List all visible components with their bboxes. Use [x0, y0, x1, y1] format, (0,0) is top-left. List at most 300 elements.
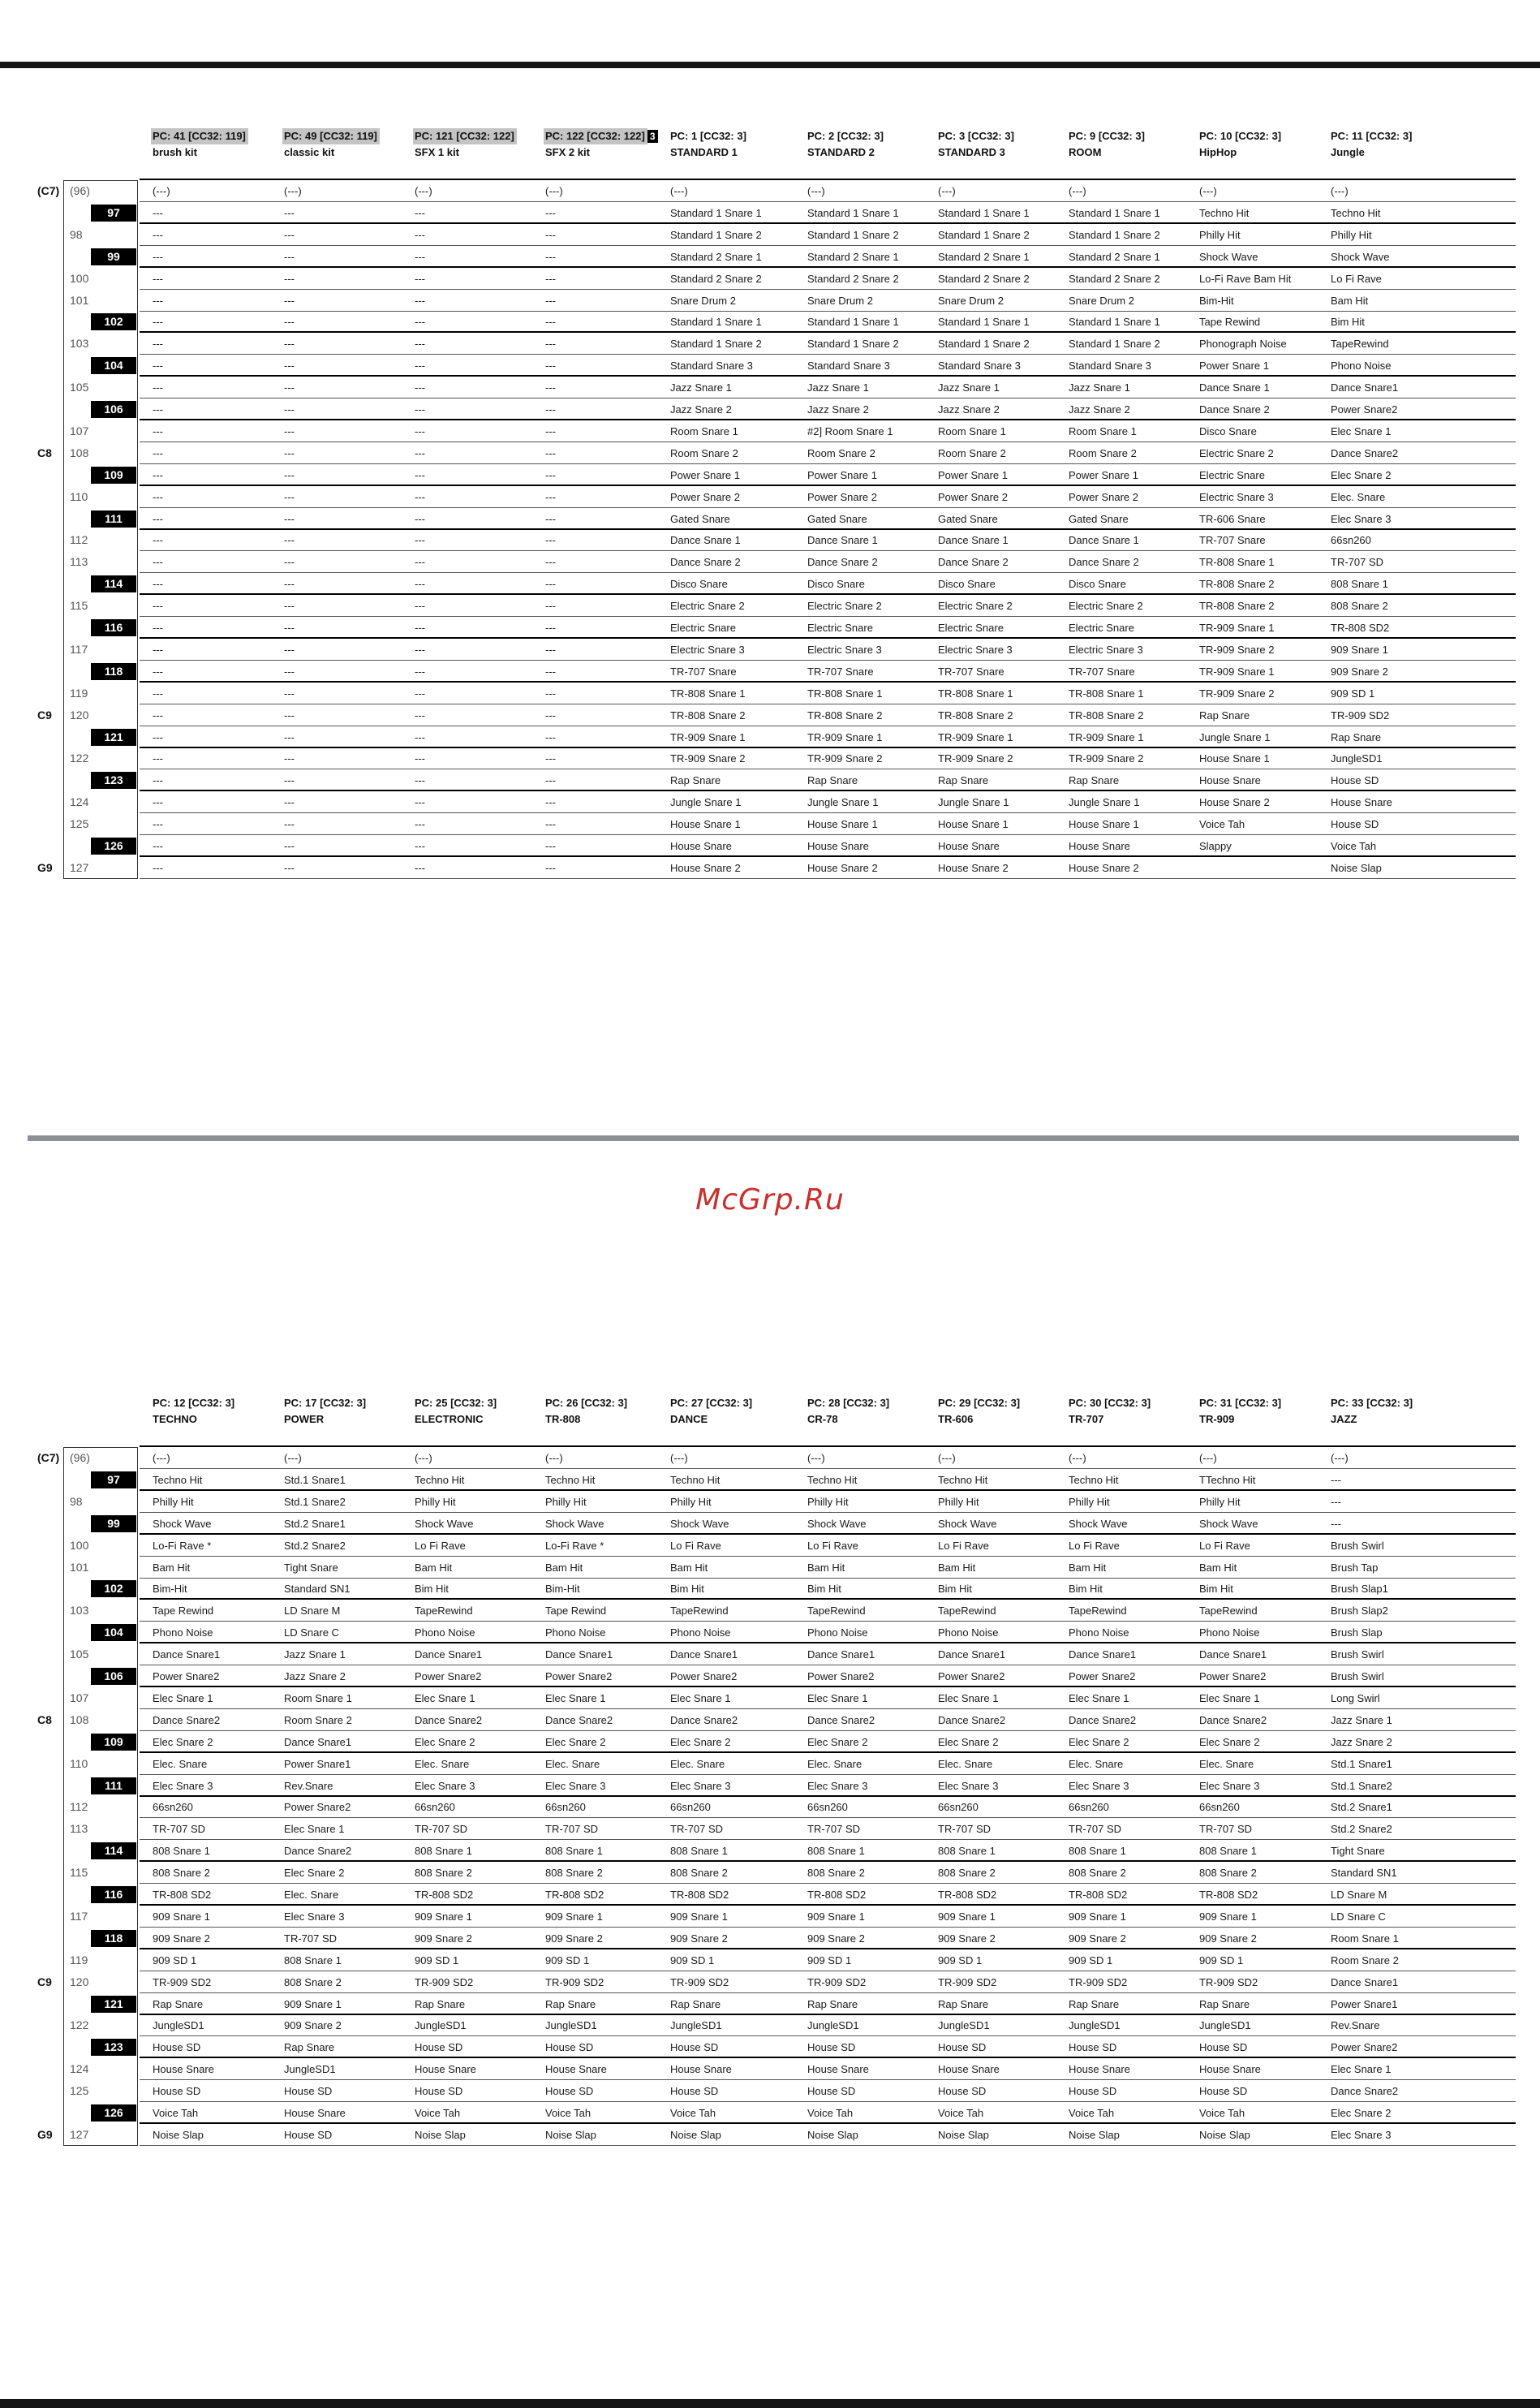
table-cell: Electric Snare	[670, 622, 736, 634]
black-key: 118	[91, 1930, 136, 1947]
table-cell: 66sn260	[670, 1801, 711, 1814]
table-row	[0, 1796, 1540, 1818]
table-cell: House SD	[1069, 2041, 1117, 2054]
table-cell: (---)	[938, 1452, 956, 1464]
table-cell: Jazz Snare 1	[1069, 381, 1130, 394]
table-row	[0, 1687, 1540, 1709]
table-cell: Shock Wave	[545, 1517, 604, 1530]
table-cell: Std.1 Snare2	[1331, 1779, 1392, 1792]
table-cell: Std.1 Snare1	[1331, 1757, 1392, 1770]
column-header	[936, 128, 1017, 169]
table-cell: TR-808 Snare 2	[938, 709, 1013, 722]
table-cell: Elec. Snare	[284, 1889, 339, 1901]
table-cell: Bim-Hit	[1199, 294, 1234, 307]
table-cell: Power Snare 1	[670, 468, 740, 481]
table-cell: ---	[415, 622, 425, 634]
black-key: 104	[91, 357, 136, 374]
white-key: 113	[70, 1822, 88, 1836]
table-cell: Elec Snare 3	[1331, 512, 1392, 525]
white-key: 108	[70, 446, 89, 459]
table-cell: House Snare 2	[1069, 861, 1139, 874]
table-cell: Dance Snare1	[284, 1735, 352, 1748]
table-cell: ---	[415, 512, 425, 525]
program-change-label: PC: 9 [CC32: 3]	[1069, 130, 1145, 142]
table-cell: Techno Hit	[938, 1473, 988, 1486]
table-cell: TR-808 Snare 1	[938, 687, 1013, 700]
table-cell: TR-909 Snare 2	[1199, 643, 1275, 656]
table-cell: LD Snare M	[284, 1605, 341, 1618]
table-cell: 808 Snare 2	[1199, 1867, 1257, 1880]
table-cell: TR-707 SD	[1331, 556, 1384, 569]
table-cell: 808 Snare 1	[1069, 1845, 1126, 1858]
octave-label: C8	[37, 446, 52, 459]
table-cell: TR-808 SD2	[670, 1889, 729, 1901]
table-cell: Room Snare 1	[938, 424, 1006, 437]
table-cell: 808 Snare 2	[545, 1867, 603, 1880]
table-cell: TR-808 Snare 2	[1199, 600, 1275, 613]
table-cell: ---	[545, 752, 556, 765]
program-change-label: PC: 27 [CC32: 3]	[670, 1397, 753, 1409]
table-cell: Elec Snare 1	[284, 1823, 345, 1836]
table-cell: House Snare	[1069, 2063, 1130, 2076]
table-cell: Elec Snare 2	[938, 1735, 999, 1748]
table-cell: Jazz Snare 1	[670, 381, 732, 394]
table-cell: TR-909 Snare 1	[807, 730, 883, 743]
table-cell: Techno Hit	[670, 1473, 721, 1486]
white-key: 117	[70, 642, 88, 656]
program-change-label: PC: 26 [CC32: 3]	[545, 1397, 628, 1409]
table-cell: ---	[415, 316, 425, 329]
table-cell: House SD	[807, 2041, 856, 2054]
column-header-pc-line	[151, 1395, 237, 1411]
table-cell: Shock Wave	[1331, 250, 1390, 263]
table-cell: House SD	[415, 2085, 463, 2098]
program-change-label: PC: 17 [CC32: 3]	[284, 1397, 367, 1409]
white-key: 127	[70, 860, 89, 874]
white-key: 110	[70, 1756, 88, 1770]
table-cell: TR-808 Snare 2	[670, 709, 746, 722]
table-cell: Brush Slap	[1331, 1626, 1383, 1639]
table-cell: House Snare	[153, 2063, 214, 2076]
table-cell: Long Swirl	[1331, 1691, 1380, 1704]
octave-label: C9	[37, 1975, 52, 1988]
table-cell: House SD	[1199, 2085, 1248, 2098]
table-cell: Tape Rewind	[545, 1605, 607, 1618]
kit-name: JAZZ	[1331, 1413, 1357, 1425]
column-header-pc-line	[1329, 128, 1414, 144]
table-cell: Rap Snare	[938, 1997, 989, 2010]
black-key: 114	[91, 575, 136, 592]
table-row	[0, 704, 1540, 726]
table-cell: ---	[545, 512, 556, 525]
table-cell: Rap Snare	[1069, 1997, 1120, 2010]
table-cell: ---	[1331, 1495, 1341, 1508]
table-cell: Elec Snare 2	[1199, 1735, 1260, 1748]
table-cell: Techno Hit	[1331, 206, 1381, 219]
column-header	[669, 1395, 755, 1436]
table-cell: Rev.Snare	[1331, 2019, 1380, 2032]
table-cell: TR-707 SD	[1199, 1823, 1253, 1836]
column-header-pc-line	[936, 128, 1017, 144]
table-cell: Shock Wave	[415, 1517, 474, 1530]
white-key: 112	[70, 533, 88, 547]
black-key: 106	[91, 1668, 136, 1685]
table-row	[0, 1643, 1540, 1665]
program-change-label: PC: 12 [CC32: 3]	[153, 1397, 235, 1409]
table-cell: Voice Tah	[1331, 840, 1377, 852]
table-cell: Phono Noise	[545, 1626, 606, 1639]
table-cell: ---	[545, 665, 556, 678]
kit-name: HipHop	[1199, 146, 1237, 158]
program-change-label: PC: 11 [CC32: 3]	[1331, 130, 1413, 142]
table-cell: ---	[415, 709, 425, 722]
table-cell: Rap Snare	[415, 1997, 466, 2010]
table-cell: 808 Snare 2	[1069, 1867, 1126, 1880]
bottom-rule	[0, 2399, 1540, 2408]
table-cell: Jazz Snare 1	[284, 1648, 346, 1661]
table-cell: House SD	[545, 2085, 594, 2098]
table-row	[0, 1622, 1540, 1643]
table-cell: Electric Snare 2	[1199, 446, 1274, 459]
table-cell: Snare Drum 2	[1069, 294, 1134, 307]
table-cell: TapeRewind	[1331, 338, 1389, 351]
table-cell: TR-909 SD2	[1331, 709, 1390, 722]
table-cell: TR-707 SD	[153, 1823, 206, 1836]
table-cell: LD Snare C	[1331, 1910, 1386, 1923]
table-cell: Philly Hit	[415, 1495, 456, 1508]
table-cell: Lo Fi Rave	[670, 1539, 721, 1552]
table-cell: TapeRewind	[1069, 1605, 1127, 1618]
table-cell: Elec. Snare	[415, 1757, 470, 1770]
table-cell: TR-707 SD	[545, 1823, 599, 1836]
table-cell: Elec Snare 2	[545, 1735, 606, 1748]
table-row	[0, 1840, 1540, 1862]
table-cell: Shock Wave	[938, 1517, 997, 1530]
program-change-label: PC: 29 [CC32: 3]	[938, 1397, 1021, 1409]
table-cell: 909 SD 1	[153, 1954, 197, 1966]
table-row	[0, 486, 1540, 508]
table-cell: Tape Rewind	[153, 1605, 214, 1618]
column-header	[282, 128, 380, 169]
table-cell: Standard 1 Snare 2	[1069, 228, 1160, 241]
table-cell: 808 Snare 1	[153, 1845, 210, 1858]
table-cell: ---	[153, 796, 163, 809]
table-cell: Bim Hit	[1199, 1583, 1233, 1596]
table-cell: Dance Snare2	[1199, 1713, 1267, 1726]
column-header-pc-line	[669, 128, 749, 144]
table-cell: 909 Snare 1	[807, 1910, 865, 1923]
table-cell: Philly Hit	[670, 1495, 712, 1508]
table-cell: House Snare	[1331, 796, 1392, 809]
table-cell: Elec. Snare	[153, 1757, 208, 1770]
top-rule	[0, 62, 1540, 68]
table-cell: House SD	[153, 2041, 201, 2054]
table-cell: TR-909 Snare 2	[1069, 752, 1144, 765]
table-row	[0, 224, 1540, 246]
table-cell: Lo Fi Rave	[1069, 1539, 1120, 1552]
table-cell: Jazz Snare 2	[1331, 1735, 1392, 1748]
table-cell: Voice Tah	[1199, 818, 1245, 831]
table-cell: Elec Snare 2	[1331, 468, 1392, 481]
table-cell: ---	[284, 861, 295, 874]
table-cell: Tight Snare	[1331, 1845, 1385, 1858]
table-cell: TR-808 SD2	[415, 1889, 474, 1901]
table-cell: Electric Snare	[807, 622, 873, 634]
table-cell: Elec Snare 2	[1069, 1735, 1129, 1748]
table-cell: Standard 1 Snare 1	[938, 316, 1030, 329]
table-cell: 808 Snare 2	[284, 1975, 342, 1988]
table-cell: Jazz Snare 2	[807, 403, 869, 416]
table-cell: TR-909 Snare 2	[670, 752, 746, 765]
table-cell: 909 Snare 2	[284, 2019, 342, 2032]
table-cell: Elec Snare 1	[153, 1691, 213, 1704]
table-cell: TR-707 Snare	[807, 665, 874, 678]
table-cell: Lo-Fi Rave *	[545, 1539, 604, 1552]
table-cell: ---	[1331, 1517, 1341, 1530]
table-cell: Snare Drum 2	[807, 294, 873, 307]
table-cell: Electric Snare 2	[1069, 600, 1143, 613]
table-cell: ---	[284, 316, 295, 329]
white-key: 122	[70, 2018, 89, 2032]
table-cell: Dance Snare1	[670, 1648, 738, 1661]
white-key: 122	[70, 752, 89, 765]
table-cell: ---	[153, 687, 163, 700]
table-row	[0, 464, 1540, 486]
table-cell: Dance Snare1	[545, 1648, 613, 1661]
table-cell: 909 SD 1	[415, 1954, 459, 1966]
black-key: 97	[91, 1471, 136, 1488]
table-cell: Elec Snare 2	[1331, 2107, 1392, 2119]
table-cell: JungleSD1	[545, 2019, 597, 2032]
table-cell: Philly Hit	[545, 1495, 587, 1508]
table-cell: ---	[415, 206, 425, 219]
white-key: 98	[70, 227, 83, 241]
table-cell: ---	[284, 403, 295, 416]
table-cell: Elec Snare 1	[807, 1691, 868, 1704]
table-cell: Phono Noise	[1199, 1626, 1260, 1639]
table-cell: Electric Snare 3	[1069, 643, 1143, 656]
program-change-label: PC: 121 [CC32: 122]	[413, 128, 517, 144]
table-cell: ---	[153, 272, 163, 285]
table-cell: 808 Snare 2	[670, 1867, 728, 1880]
table-cell: Elec Snare 3	[807, 1779, 868, 1792]
table-cell: Standard 1 Snare 1	[670, 316, 762, 329]
table-cell: ---	[284, 687, 295, 700]
table-row	[0, 1513, 1540, 1535]
table-row	[0, 377, 1540, 398]
table-cell: Philly Hit	[938, 1495, 979, 1508]
table-row	[0, 398, 1540, 420]
kit-name: TR-909	[1199, 1413, 1235, 1425]
program-change-label: PC: 122 [CC32: 122]	[544, 128, 647, 144]
table-cell: Bam Hit	[938, 1561, 976, 1574]
table-row	[0, 508, 1540, 530]
table-cell: ---	[153, 752, 163, 765]
table-cell: TR-909 SD2	[545, 1975, 604, 1988]
table-cell: Noise Slap	[1069, 2128, 1120, 2141]
table-row	[0, 1447, 1540, 1469]
table-cell: ---	[153, 709, 163, 722]
table-cell: Standard 2 Snare 1	[807, 250, 899, 263]
table-row	[0, 1884, 1540, 1906]
table-cell: ---	[284, 774, 295, 787]
table-cell: ---	[284, 206, 295, 219]
table-cell: Elec. Snare	[1069, 1757, 1124, 1770]
kit-name: SFX 1 kit	[415, 146, 459, 158]
table-cell: TR-808 SD2	[1331, 622, 1390, 634]
table-cell: Dance Snare1	[1069, 1648, 1137, 1661]
table-row	[0, 268, 1540, 290]
table-row	[0, 726, 1540, 748]
table-cell: Philly Hit	[1331, 228, 1372, 241]
table-cell: TR-808 Snare 2	[1069, 709, 1144, 722]
table-cell: Phonograph Noise	[1199, 338, 1287, 351]
table-cell: ---	[545, 316, 556, 329]
table-cell: ---	[545, 556, 556, 569]
table-cell: Jungle Snare 1	[1069, 796, 1140, 809]
table-cell: 66sn260	[1331, 534, 1371, 547]
white-key: 105	[70, 381, 89, 394]
table-cell: Shock Wave	[153, 1517, 212, 1530]
table-cell: TR-707 SD	[284, 1932, 338, 1945]
table-row	[0, 2080, 1540, 2102]
table-cell: TR-909 SD2	[938, 1975, 997, 1988]
table-cell: Brush Swirl	[1331, 1670, 1384, 1682]
white-key: 110	[70, 489, 88, 503]
table-cell: 909 Snare 1	[545, 1910, 603, 1923]
table-cell: Power Snare 2	[938, 490, 1008, 503]
table-cell: ---	[153, 206, 163, 219]
octave-label: C8	[37, 1712, 52, 1726]
table-cell: ---	[284, 818, 295, 831]
table-cell: ---	[545, 818, 556, 831]
table-cell: ---	[415, 643, 425, 656]
table-cell: Phono Noise	[1069, 1626, 1129, 1639]
table-cell: Rap Snare	[1199, 1997, 1250, 2010]
table-cell: JungleSD1	[807, 2019, 859, 2032]
table-cell: Rap Snare	[938, 774, 989, 787]
table-cell: Jazz Snare 1	[938, 381, 1000, 394]
black-key: 121	[91, 1996, 136, 2013]
table-cell: 909 Snare 1	[415, 1910, 472, 1923]
table-cell: Standard 1 Snare 2	[807, 228, 899, 241]
table-cell: ---	[415, 338, 425, 351]
table-cell: Dance Snare2	[415, 1713, 483, 1726]
program-change-label: PC: 10 [CC32: 3]	[1199, 130, 1282, 142]
table-cell: 909 Snare 1	[284, 1997, 342, 2010]
table-cell: ---	[545, 272, 556, 285]
table-cell: 909 SD 1	[1331, 687, 1375, 700]
white-key: 107	[70, 424, 89, 437]
table-cell: Elec Snare 1	[1331, 424, 1392, 437]
table-row	[0, 791, 1540, 813]
table-cell: ---	[284, 446, 295, 459]
table-cell: ---	[545, 338, 556, 351]
table-cell: Room Snare 1	[284, 1691, 352, 1704]
table-cell: TR-808 Snare 1	[1069, 687, 1144, 700]
table-cell: ---	[415, 556, 425, 569]
table-cell: Dance Snare1	[938, 1648, 1006, 1661]
table-cell: Standard Snare 3	[670, 360, 753, 373]
table-cell: House Snare	[670, 840, 732, 852]
table-cell: 909 SD 1	[670, 1954, 715, 1966]
kit-name: classic kit	[284, 146, 335, 158]
table-cell: Dance Snare2	[153, 1713, 221, 1726]
table-row	[0, 747, 1540, 769]
table-cell: Rap Snare	[670, 1997, 721, 2010]
table-cell: ---	[153, 512, 163, 525]
table-cell: Bam Hit	[670, 1561, 708, 1574]
table-cell: Standard 1 Snare 2	[670, 338, 762, 351]
table-cell: Dance Snare 2	[807, 556, 878, 569]
table-row	[0, 1600, 1540, 1622]
table-cell: Bam Hit	[415, 1561, 453, 1574]
table-cell: Electric Snare 3	[938, 643, 1013, 656]
table-cell: Lo Fi Rave	[415, 1539, 466, 1552]
table-cell: ---	[415, 468, 425, 481]
table-cell: Gated Snare	[670, 512, 730, 525]
table-cell: 808 Snare 1	[938, 1845, 996, 1858]
table-cell: ---	[545, 643, 556, 656]
white-key: 98	[70, 1494, 83, 1508]
table-cell: Elec Snare 3	[545, 1779, 606, 1792]
table-cell: House Snare	[1199, 774, 1261, 787]
table-cell: Elec Snare 1	[1331, 2063, 1392, 2076]
table-cell: (---)	[153, 185, 170, 197]
table-cell: TR-909 Snare 1	[670, 730, 746, 743]
table-cell: House Snare 2	[670, 861, 741, 874]
table-cell: ---	[415, 578, 425, 591]
table-cell: 909 Snare 2	[1199, 1932, 1257, 1945]
table-cell: Power Snare2	[284, 1801, 351, 1814]
table-cell: House SD	[284, 2085, 333, 2098]
table-cell: Power Snare 2	[807, 490, 877, 503]
table-cell: ---	[545, 796, 556, 809]
table-cell: ---	[284, 360, 295, 373]
table-cell: Dance Snare2	[938, 1713, 1006, 1726]
table-cell: Disco Snare	[1069, 578, 1126, 591]
table-cell: ---	[545, 861, 556, 874]
white-key: 119	[70, 686, 88, 700]
table-cell: Jazz Snare 1	[807, 381, 869, 394]
white-key: 119	[70, 1953, 88, 1966]
table-cell: Room Snare 2	[1069, 446, 1137, 459]
table-cell: 909 Snare 2	[807, 1932, 865, 1945]
table-cell: (---)	[545, 185, 563, 197]
table-row	[0, 835, 1540, 857]
table-cell: Dance Snare2	[807, 1713, 875, 1726]
table-cell: Jungle Snare 1	[670, 796, 742, 809]
table-cell: Dance Snare2	[545, 1713, 613, 1726]
table-cell: 909 Snare 1	[670, 1910, 728, 1923]
table-cell: Std.1 Snare1	[284, 1473, 346, 1486]
table-cell: ---	[415, 774, 425, 787]
table-cell: Elec. Snare	[1199, 1757, 1254, 1770]
table-cell: House Snare 2	[1199, 796, 1270, 809]
octave-label: C9	[37, 708, 52, 722]
table-cell: ---	[415, 818, 425, 831]
black-key: 109	[91, 1734, 136, 1751]
table-cell: Dance Snare1	[807, 1648, 875, 1661]
column-header	[1329, 1395, 1415, 1436]
kit-name: ROOM	[1069, 146, 1102, 158]
table-cell: JungleSD1	[284, 2063, 336, 2076]
table-cell: ---	[284, 622, 295, 634]
white-key: 108	[70, 1712, 89, 1726]
table-cell: LD Snare M	[1331, 1889, 1387, 1901]
white-key: 120	[70, 1975, 89, 1988]
table-cell: Elec Snare 3	[284, 1910, 345, 1923]
